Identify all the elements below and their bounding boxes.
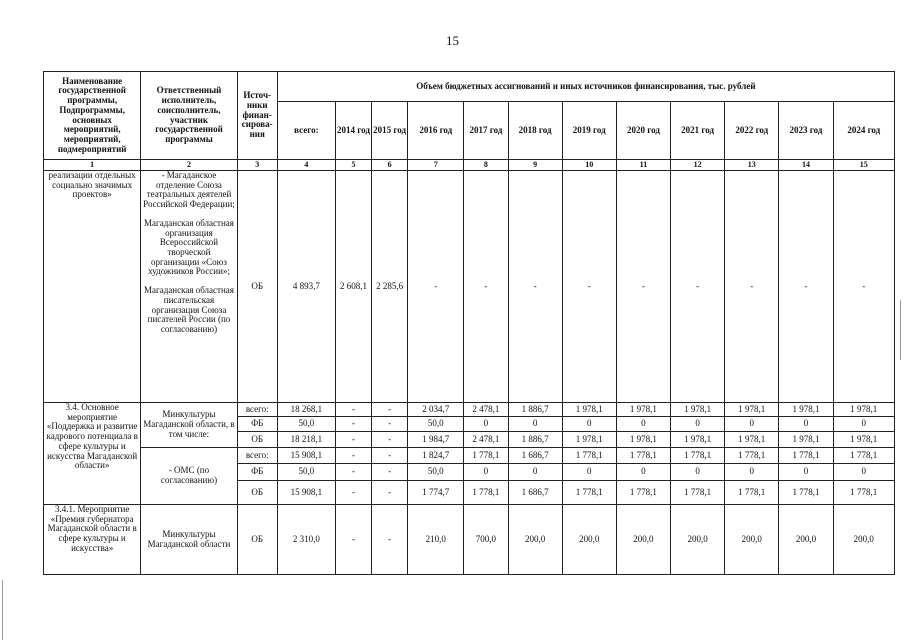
row-source: ОБ xyxy=(237,481,277,505)
value-cell: 2 310,0 xyxy=(277,505,335,575)
value-cell: 2 478,1 xyxy=(464,403,508,417)
row-source: ФБ xyxy=(237,464,277,481)
value-cell: 1 978,1 xyxy=(562,432,616,448)
value-cell: 1 978,1 xyxy=(671,432,725,448)
value-cell: - xyxy=(464,171,508,403)
value-cell: - xyxy=(779,171,833,403)
value-cell: 1 778,1 xyxy=(833,481,894,505)
budget-table xyxy=(43,71,895,575)
value-cell: - xyxy=(372,505,408,575)
row-executor xyxy=(141,171,237,403)
value-cell: - xyxy=(671,171,725,403)
col-number: 15 xyxy=(833,160,894,171)
value-cell: 1 778,1 xyxy=(562,481,616,505)
value-cell: 2 285,6 xyxy=(372,171,408,403)
value-cell: 0 xyxy=(725,417,779,432)
col-number: 10 xyxy=(562,160,616,171)
row-source: ОБ xyxy=(237,171,277,403)
col-number: 1 xyxy=(44,160,141,171)
page-number: 15 xyxy=(446,33,459,48)
value-cell: 0 xyxy=(562,417,616,432)
value-cell: 1 978,1 xyxy=(725,403,779,417)
col-number: 4 xyxy=(277,160,335,171)
value-cell: 50,0 xyxy=(408,464,464,481)
row-source: всего: xyxy=(237,403,277,417)
executor-part: Магаданская областная организация Всероссийской творческой организации «Союз художников России»; xyxy=(144,217,234,277)
value-cell: 1 778,1 xyxy=(616,448,670,464)
col-number: 5 xyxy=(335,160,371,171)
value-cell: 0 xyxy=(616,417,670,432)
value-cell: 50,0 xyxy=(277,464,335,481)
value-cell: 1 778,1 xyxy=(779,448,833,464)
value-cell: 1 824,7 xyxy=(408,448,464,464)
header-executor: Ответственный исполнитель, соисполнитель, участник государственной программы xyxy=(141,72,237,160)
value-cell: 1 978,1 xyxy=(671,403,725,417)
value-cell: - xyxy=(562,171,616,403)
col-number: 2 xyxy=(141,160,237,171)
row-executor: Минкультуры Магаданской области, в том числе: xyxy=(141,403,237,448)
value-cell: 18 218,1 xyxy=(277,432,335,448)
table-row xyxy=(44,403,895,417)
header-year: 2022 год xyxy=(725,102,779,160)
value-cell: - xyxy=(508,171,562,403)
row-name: 3.4. Основное мероприятие «Поддержка и развитие кадрового потенциала в сфере культуры и искусства Магаданской области» xyxy=(44,403,141,505)
header-year: 2023 год xyxy=(779,102,833,160)
value-cell: 50,0 xyxy=(408,417,464,432)
value-cell: 0 xyxy=(562,464,616,481)
header-name: Наименование государственной программы, Подпрограммы, основных мероприятий, мероприятий, подмероприятий xyxy=(44,72,141,160)
header-year: 2018 год xyxy=(508,102,562,160)
col-number: 6 xyxy=(372,160,408,171)
row-source: всего: xyxy=(237,448,277,464)
value-cell: 1 778,1 xyxy=(464,448,508,464)
col-number: 12 xyxy=(671,160,725,171)
value-cell: - xyxy=(335,417,371,432)
value-cell: 1 978,1 xyxy=(833,432,894,448)
value-cell: 210,0 xyxy=(408,505,464,575)
row-source: ОБ xyxy=(237,432,277,448)
value-cell: 1 778,1 xyxy=(671,481,725,505)
value-cell: 2 478,1 xyxy=(464,432,508,448)
value-cell: - xyxy=(372,432,408,448)
value-cell: 1 778,1 xyxy=(725,448,779,464)
executor-part: - Магаданское отделение Союза театральных деятелей Российской Федерации; xyxy=(143,170,235,210)
value-cell: 200,0 xyxy=(725,505,779,575)
value-cell: 1 686,7 xyxy=(508,448,562,464)
value-cell: 1 778,1 xyxy=(779,481,833,505)
value-cell: 0 xyxy=(671,417,725,432)
value-cell: 200,0 xyxy=(508,505,562,575)
value-cell: 4 893,7 xyxy=(277,171,335,403)
header-source: Источ-ники финан-сирова-ния xyxy=(237,72,277,160)
value-cell: 1 978,1 xyxy=(616,432,670,448)
value-cell: 1 978,1 xyxy=(616,403,670,417)
value-cell: - xyxy=(725,171,779,403)
col-number: 8 xyxy=(464,160,508,171)
value-cell: 0 xyxy=(464,464,508,481)
value-cell: 15 908,1 xyxy=(277,448,335,464)
value-cell: - xyxy=(833,171,894,403)
value-cell: 0 xyxy=(833,464,894,481)
value-cell: 1 778,1 xyxy=(562,448,616,464)
header-row xyxy=(44,72,895,102)
header-year: 2020 год xyxy=(616,102,670,160)
value-cell: 0 xyxy=(833,417,894,432)
scan-edge-left xyxy=(2,580,3,640)
value-cell: 0 xyxy=(508,417,562,432)
row-executor: Минкультуры Магаданской области xyxy=(141,505,237,575)
header-year: 2019 год xyxy=(562,102,616,160)
value-cell: 200,0 xyxy=(779,505,833,575)
value-cell: 1 978,1 xyxy=(725,432,779,448)
value-cell: 1 778,1 xyxy=(725,481,779,505)
value-cell: - xyxy=(335,403,371,417)
value-cell: 0 xyxy=(464,417,508,432)
table-row xyxy=(44,171,895,403)
value-cell: 200,0 xyxy=(671,505,725,575)
header-year: 2024 год xyxy=(833,102,894,160)
value-cell: 1 778,1 xyxy=(616,481,670,505)
scan-edge-right xyxy=(900,300,901,360)
table-row xyxy=(44,505,895,575)
value-cell: - xyxy=(372,464,408,481)
row-source: ОБ xyxy=(237,505,277,575)
value-cell: 200,0 xyxy=(562,505,616,575)
value-cell: - xyxy=(335,432,371,448)
col-number: 7 xyxy=(408,160,464,171)
value-cell: 1 886,7 xyxy=(508,403,562,417)
header-total: всего: xyxy=(277,102,335,160)
header-year: 2014 год xyxy=(335,102,371,160)
value-cell: - xyxy=(372,481,408,505)
value-cell: 1 978,1 xyxy=(833,403,894,417)
value-cell: - xyxy=(372,417,408,432)
value-cell: 1 978,1 xyxy=(779,403,833,417)
header-year: 2017 год xyxy=(464,102,508,160)
value-cell: 200,0 xyxy=(616,505,670,575)
value-cell: 2 608,1 xyxy=(335,171,371,403)
row-name: 3.4.1. Мероприятие «Премия губернатора Магаданской области в сфере культуры и искусства» xyxy=(44,505,141,575)
value-cell: 0 xyxy=(725,464,779,481)
value-cell: 0 xyxy=(779,417,833,432)
column-numbers-row xyxy=(44,160,895,171)
value-cell: 1 778,1 xyxy=(671,448,725,464)
value-cell: 18 268,1 xyxy=(277,403,335,417)
value-cell: 1 978,1 xyxy=(562,403,616,417)
value-cell: - xyxy=(335,464,371,481)
value-cell: 0 xyxy=(508,464,562,481)
value-cell: - xyxy=(408,171,464,403)
header-year: 2015 год xyxy=(372,102,408,160)
value-cell: 1 686,7 xyxy=(508,481,562,505)
value-cell: 700,0 xyxy=(464,505,508,575)
header-year: 2021 год xyxy=(671,102,725,160)
header-volume: Объем бюджетных ассигнований и иных источников финансирования, тыс. рублей xyxy=(277,72,894,102)
value-cell: - xyxy=(335,481,371,505)
value-cell: 0 xyxy=(616,464,670,481)
col-number: 14 xyxy=(779,160,833,171)
col-number: 9 xyxy=(508,160,562,171)
executor-part: Магаданская областная писательская организация Союза писателей России (по согласованию) xyxy=(144,285,234,335)
value-cell: - xyxy=(372,403,408,417)
value-cell: 15 908,1 xyxy=(277,481,335,505)
value-cell: 1 984,7 xyxy=(408,432,464,448)
col-number: 3 xyxy=(237,160,277,171)
value-cell: - xyxy=(372,448,408,464)
row-source: ФБ xyxy=(237,417,277,432)
value-cell: - xyxy=(335,505,371,575)
value-cell: 2 034,7 xyxy=(408,403,464,417)
value-cell: 200,0 xyxy=(833,505,894,575)
value-cell: 0 xyxy=(671,464,725,481)
value-cell: - xyxy=(335,448,371,464)
col-number: 13 xyxy=(725,160,779,171)
value-cell: 50,0 xyxy=(277,417,335,432)
value-cell: 1 978,1 xyxy=(779,432,833,448)
value-cell: 0 xyxy=(779,464,833,481)
value-cell: 1 778,1 xyxy=(833,448,894,464)
value-cell: 1 886,7 xyxy=(508,432,562,448)
value-cell: 1 774,7 xyxy=(408,481,464,505)
value-cell: 1 778,1 xyxy=(464,481,508,505)
row-name: реализации отдельных социально значимых проектов» xyxy=(44,171,141,403)
row-executor: - ОМС (по согласованию) xyxy=(141,448,237,505)
header-year: 2016 год xyxy=(408,102,464,160)
value-cell: - xyxy=(616,171,670,403)
table-row xyxy=(44,448,895,464)
col-number: 11 xyxy=(616,160,670,171)
